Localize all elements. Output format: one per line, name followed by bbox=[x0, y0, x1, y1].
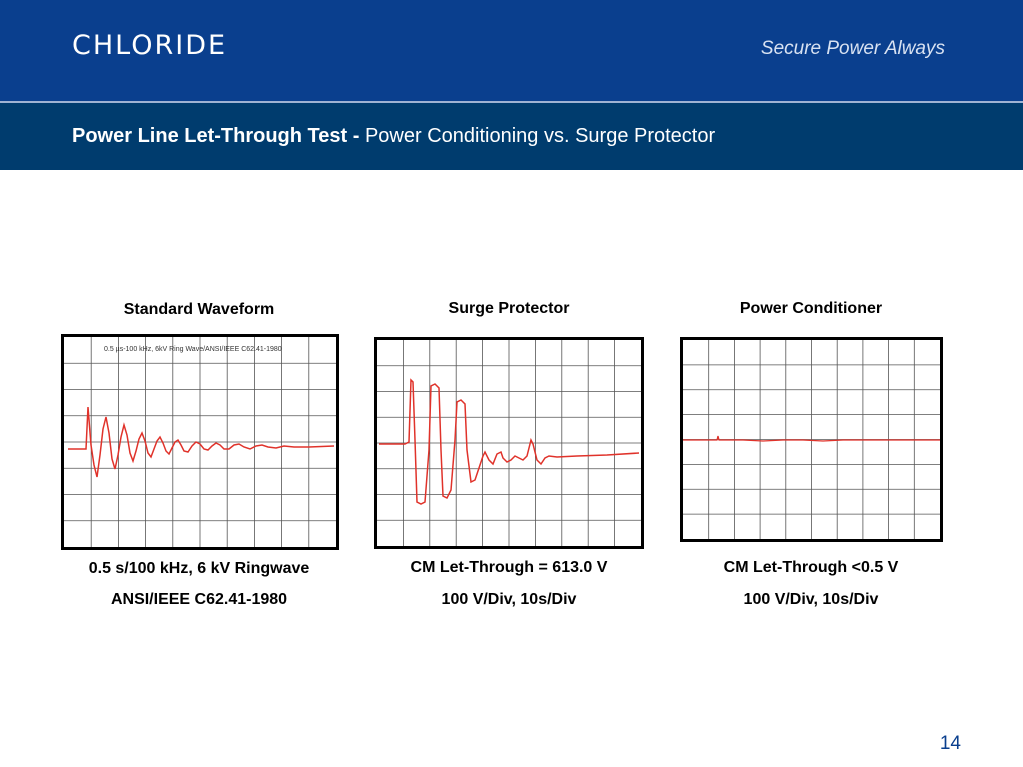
chloride-logo: CHLORIDE bbox=[72, 30, 228, 61]
tagline: Secure Power Always bbox=[760, 38, 945, 59]
standard-waveform-plot bbox=[64, 337, 336, 547]
surge-protector-plot bbox=[377, 340, 641, 546]
slide-title-bold: Power Line Let-Through Test - bbox=[72, 125, 360, 147]
page-number: 14 bbox=[939, 733, 961, 754]
standard-waveform-grid bbox=[64, 337, 336, 547]
power-conditioner-scope bbox=[680, 337, 943, 542]
power-conditioner-line2: 100 V/Div, 10s/Div bbox=[743, 591, 879, 608]
power-conditioner-plot bbox=[683, 340, 940, 539]
surge-protector-scope bbox=[374, 337, 644, 549]
power-conditioner-heading: Power Conditioner bbox=[739, 300, 883, 317]
standard-waveform-line2: ANSI/IEEE C62.41-1980 bbox=[110, 591, 288, 608]
surge-protector-line2: 100 V/Div, 10s/Div bbox=[441, 591, 577, 608]
slide-title bbox=[72, 125, 715, 148]
surge-protector-grid bbox=[377, 340, 641, 546]
slide-title-rest: Power Conditioning vs. Surge Protector bbox=[359, 125, 716, 147]
power-conditioner-line1: CM Let-Through <0.5 V bbox=[723, 559, 899, 576]
surge-protector-heading: Surge Protector bbox=[448, 300, 570, 317]
standard-waveform-line1: 0.5 s/100 kHz, 6 kV Ringwave bbox=[88, 560, 310, 577]
surge-protector-line1: CM Let-Through = 613.0 V bbox=[410, 559, 608, 576]
standard-waveform-scope bbox=[61, 334, 339, 550]
standard-waveform-scope-label: 0.5 µs-100 kHz, 6kV Ring Wave/ANSI/IEEE C62.41-1980 bbox=[104, 346, 282, 353]
standard-waveform-heading: Standard Waveform bbox=[123, 301, 275, 318]
